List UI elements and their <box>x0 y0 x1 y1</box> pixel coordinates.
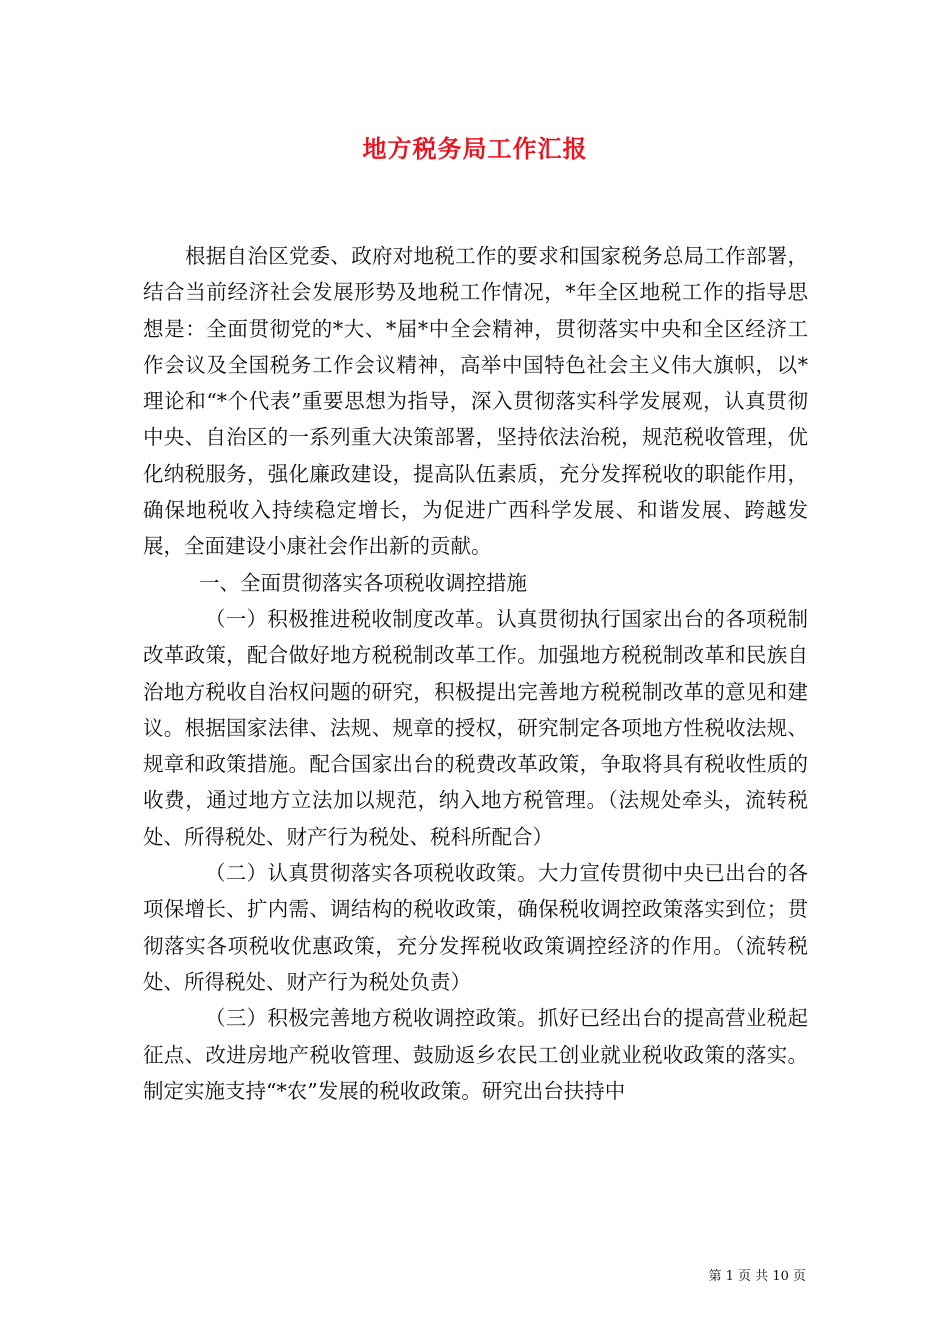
document-title: 地方税务局工作汇报 <box>362 134 588 163</box>
subsection-paragraph-1: （一）积极推进税收制度改革。认真贯彻执行国家出台的各项税制改革政策，配合做好地方税税制改革工作。加强地方税税制改革和民族自治地方税收自治权问题的研究，积极提出完善地方税税制改革的意见和建议。根据国家法律、法规、规章的授权，研究制定各项地方性税收法规、规章和政策措施。配合国家出台的税费改革政策，争取将具有税收性质的收费，通过地方立法加以规范，纳入地方税管理。（法规处牵头，流转税处、所得税处、财产行为税处、税科所配合） <box>143 606 808 849</box>
document-body <box>143 238 808 1109</box>
intro-paragraph: 根据自治区党委、政府对地税工作的要求和国家税务总局工作部署，结合当前经济社会发展形势及地税工作情况，*年全区地税工作的指导思想是：全面贯彻党的*大、*届*中全会精神，贯彻落实中央和全区经济工作会议及全国税务工作会议精神，高举中国特色社会主义伟大旗帜，以*理论和“*个代表”重要思想为指导，深入贯彻落实科学发展观，认真贯彻中央、自治区的一系列重大决策部署，坚持依法治税，规范税收管理，优化纳税服务，强化廉政建设，提高队伍素质，充分发挥税收的职能作用，确保地税收入持续稳定增长，为促进广西科学发展、和谐发展、跨越发展，全面建设小康社会作出新的贡献。 <box>143 244 808 559</box>
page-number-footer: 第 1 页 共 10 页 <box>708 1269 806 1284</box>
subsection-paragraph-3: （三）积极完善地方税收调控政策。抓好已经出台的提高营业税起征点、改进房地产税收管理、鼓励返乡农民工创业就业税收政策的落实。制定实施支持“*农”发展的税收政策。研究出台扶持中 <box>143 1006 808 1103</box>
section-heading-1: 一、全面贯彻落实各项税收调控措施 <box>199 570 527 595</box>
subsection-paragraph-2: （二）认真贯彻落实各项税收政策。大力宣传贯彻中央已出台的各项保增长、扩内需、调结构的税收政策，确保税收调控政策落实到位；贯彻落实各项税收优惠政策，充分发挥税收政策调控经济的作用。（流转税处、所得税处、财产行为税处负责） <box>143 861 808 994</box>
